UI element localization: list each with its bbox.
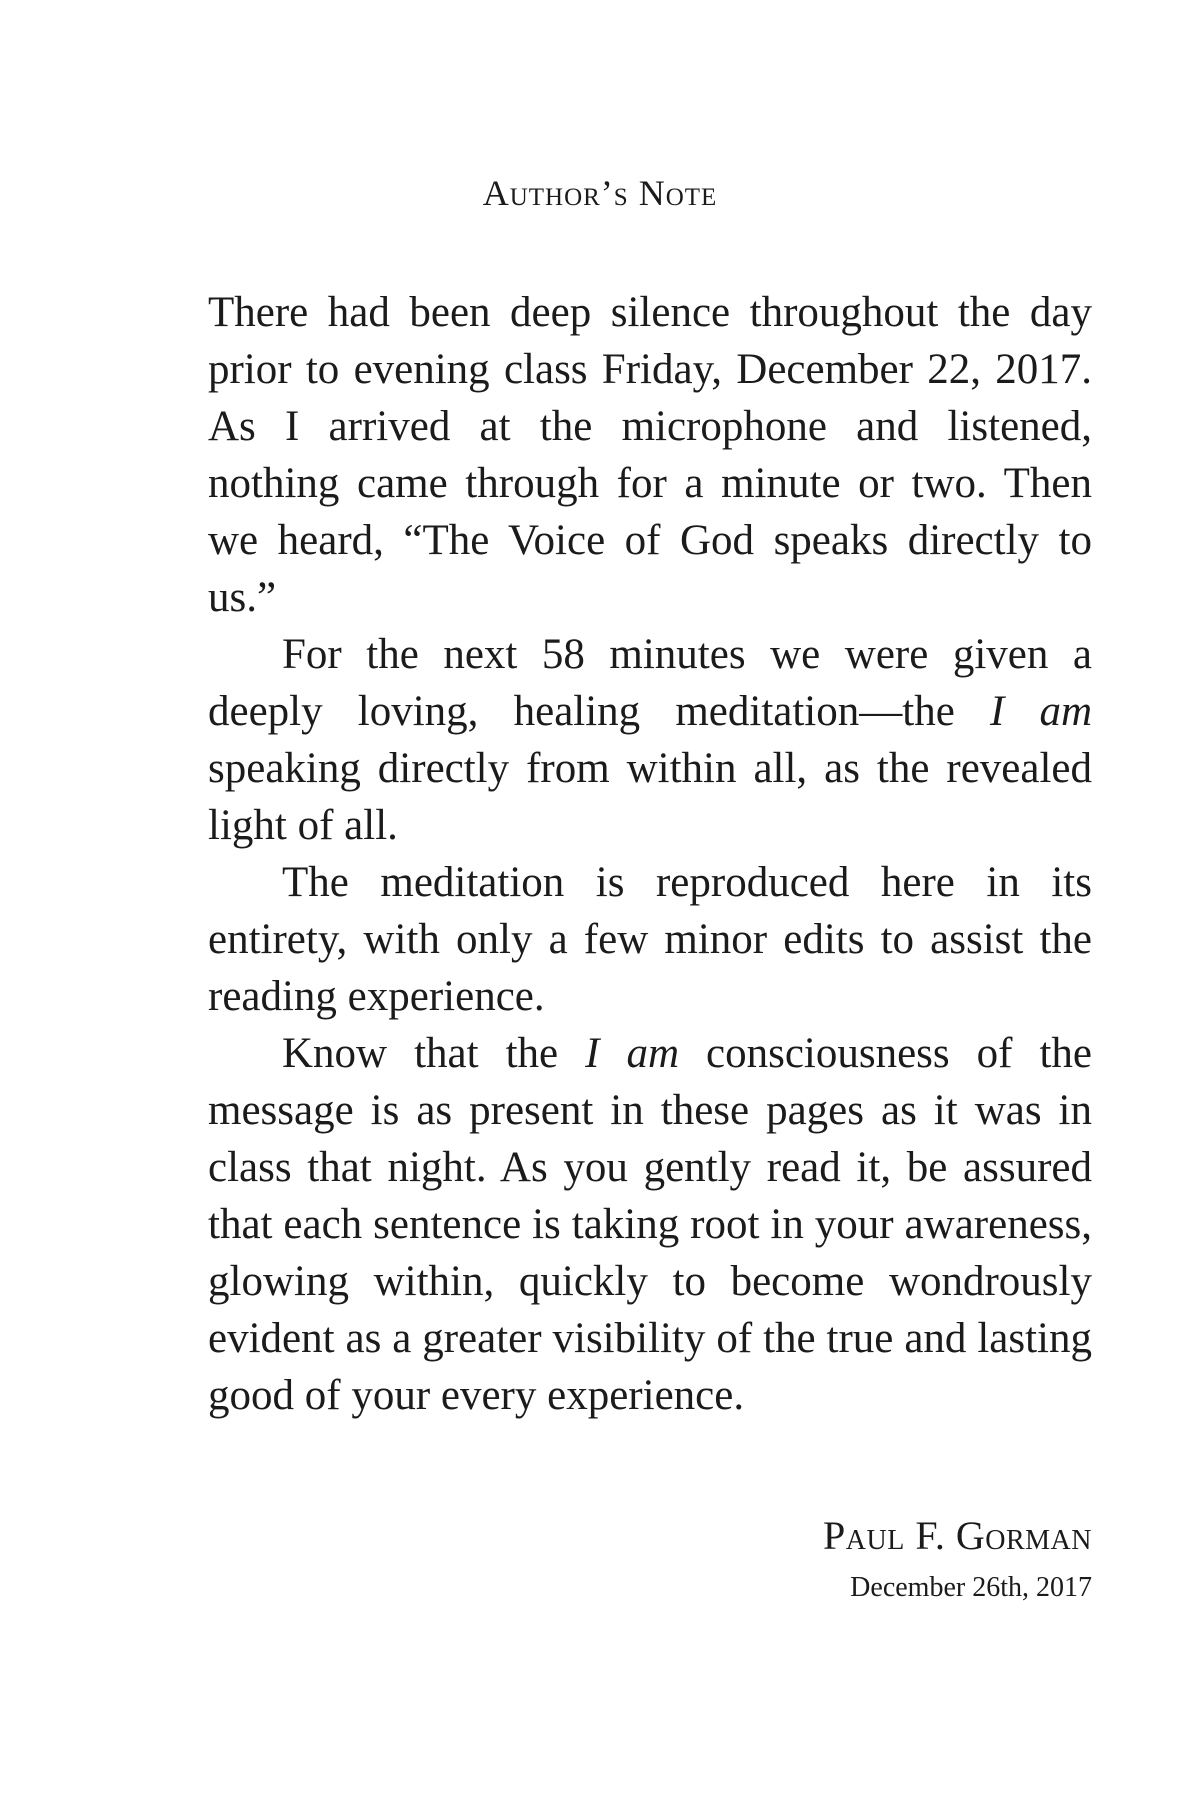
paragraph-4-text-end: consciousness of the message is as present in these pages as it was in class that night. As you gently read it, be assured that each sentence is taking root in your awareness, glowing within, quickly to become wondrously evident as a greater visibility of the true and lasting good of your every experience. — [208, 1030, 1092, 1419]
paragraph-2-emphasis: I am — [989, 688, 1092, 735]
paragraph-2-text-end: speaking directly from within all, as the revealed light of all. — [208, 745, 1092, 849]
note-body — [208, 284, 1092, 1424]
signature-block — [823, 1510, 1092, 1608]
paragraph-2-text-start: For the next 58 minutes we were given a deeply loving, healing meditation—the — [208, 631, 1092, 735]
paragraph-4 — [208, 1025, 1092, 1424]
signature-date: December 26th, 2017 — [850, 1572, 1092, 1603]
paragraph-2 — [208, 626, 1092, 854]
paragraph-1 — [208, 284, 1092, 626]
paragraph-3 — [208, 854, 1092, 1025]
paragraph-3-text: The meditation is reproduced here in its entirety, with only a few minor edits to assist the reading experience. — [208, 859, 1092, 1020]
author-name: Paul F. Gorman — [823, 1513, 1092, 1558]
paragraph-4-emphasis: I am — [585, 1030, 679, 1077]
paragraph-4-text-start: Know that the — [282, 1030, 586, 1077]
page-title: Author’s Note — [482, 173, 718, 213]
paragraph-1-text: There had been deep silence throughout the day prior to evening class Friday, December 22, 2017. As I arrived at the microphone and listened, nothing came through for a minute or two. Then we heard, “The Voice of God speaks directly to us.” — [208, 289, 1092, 621]
